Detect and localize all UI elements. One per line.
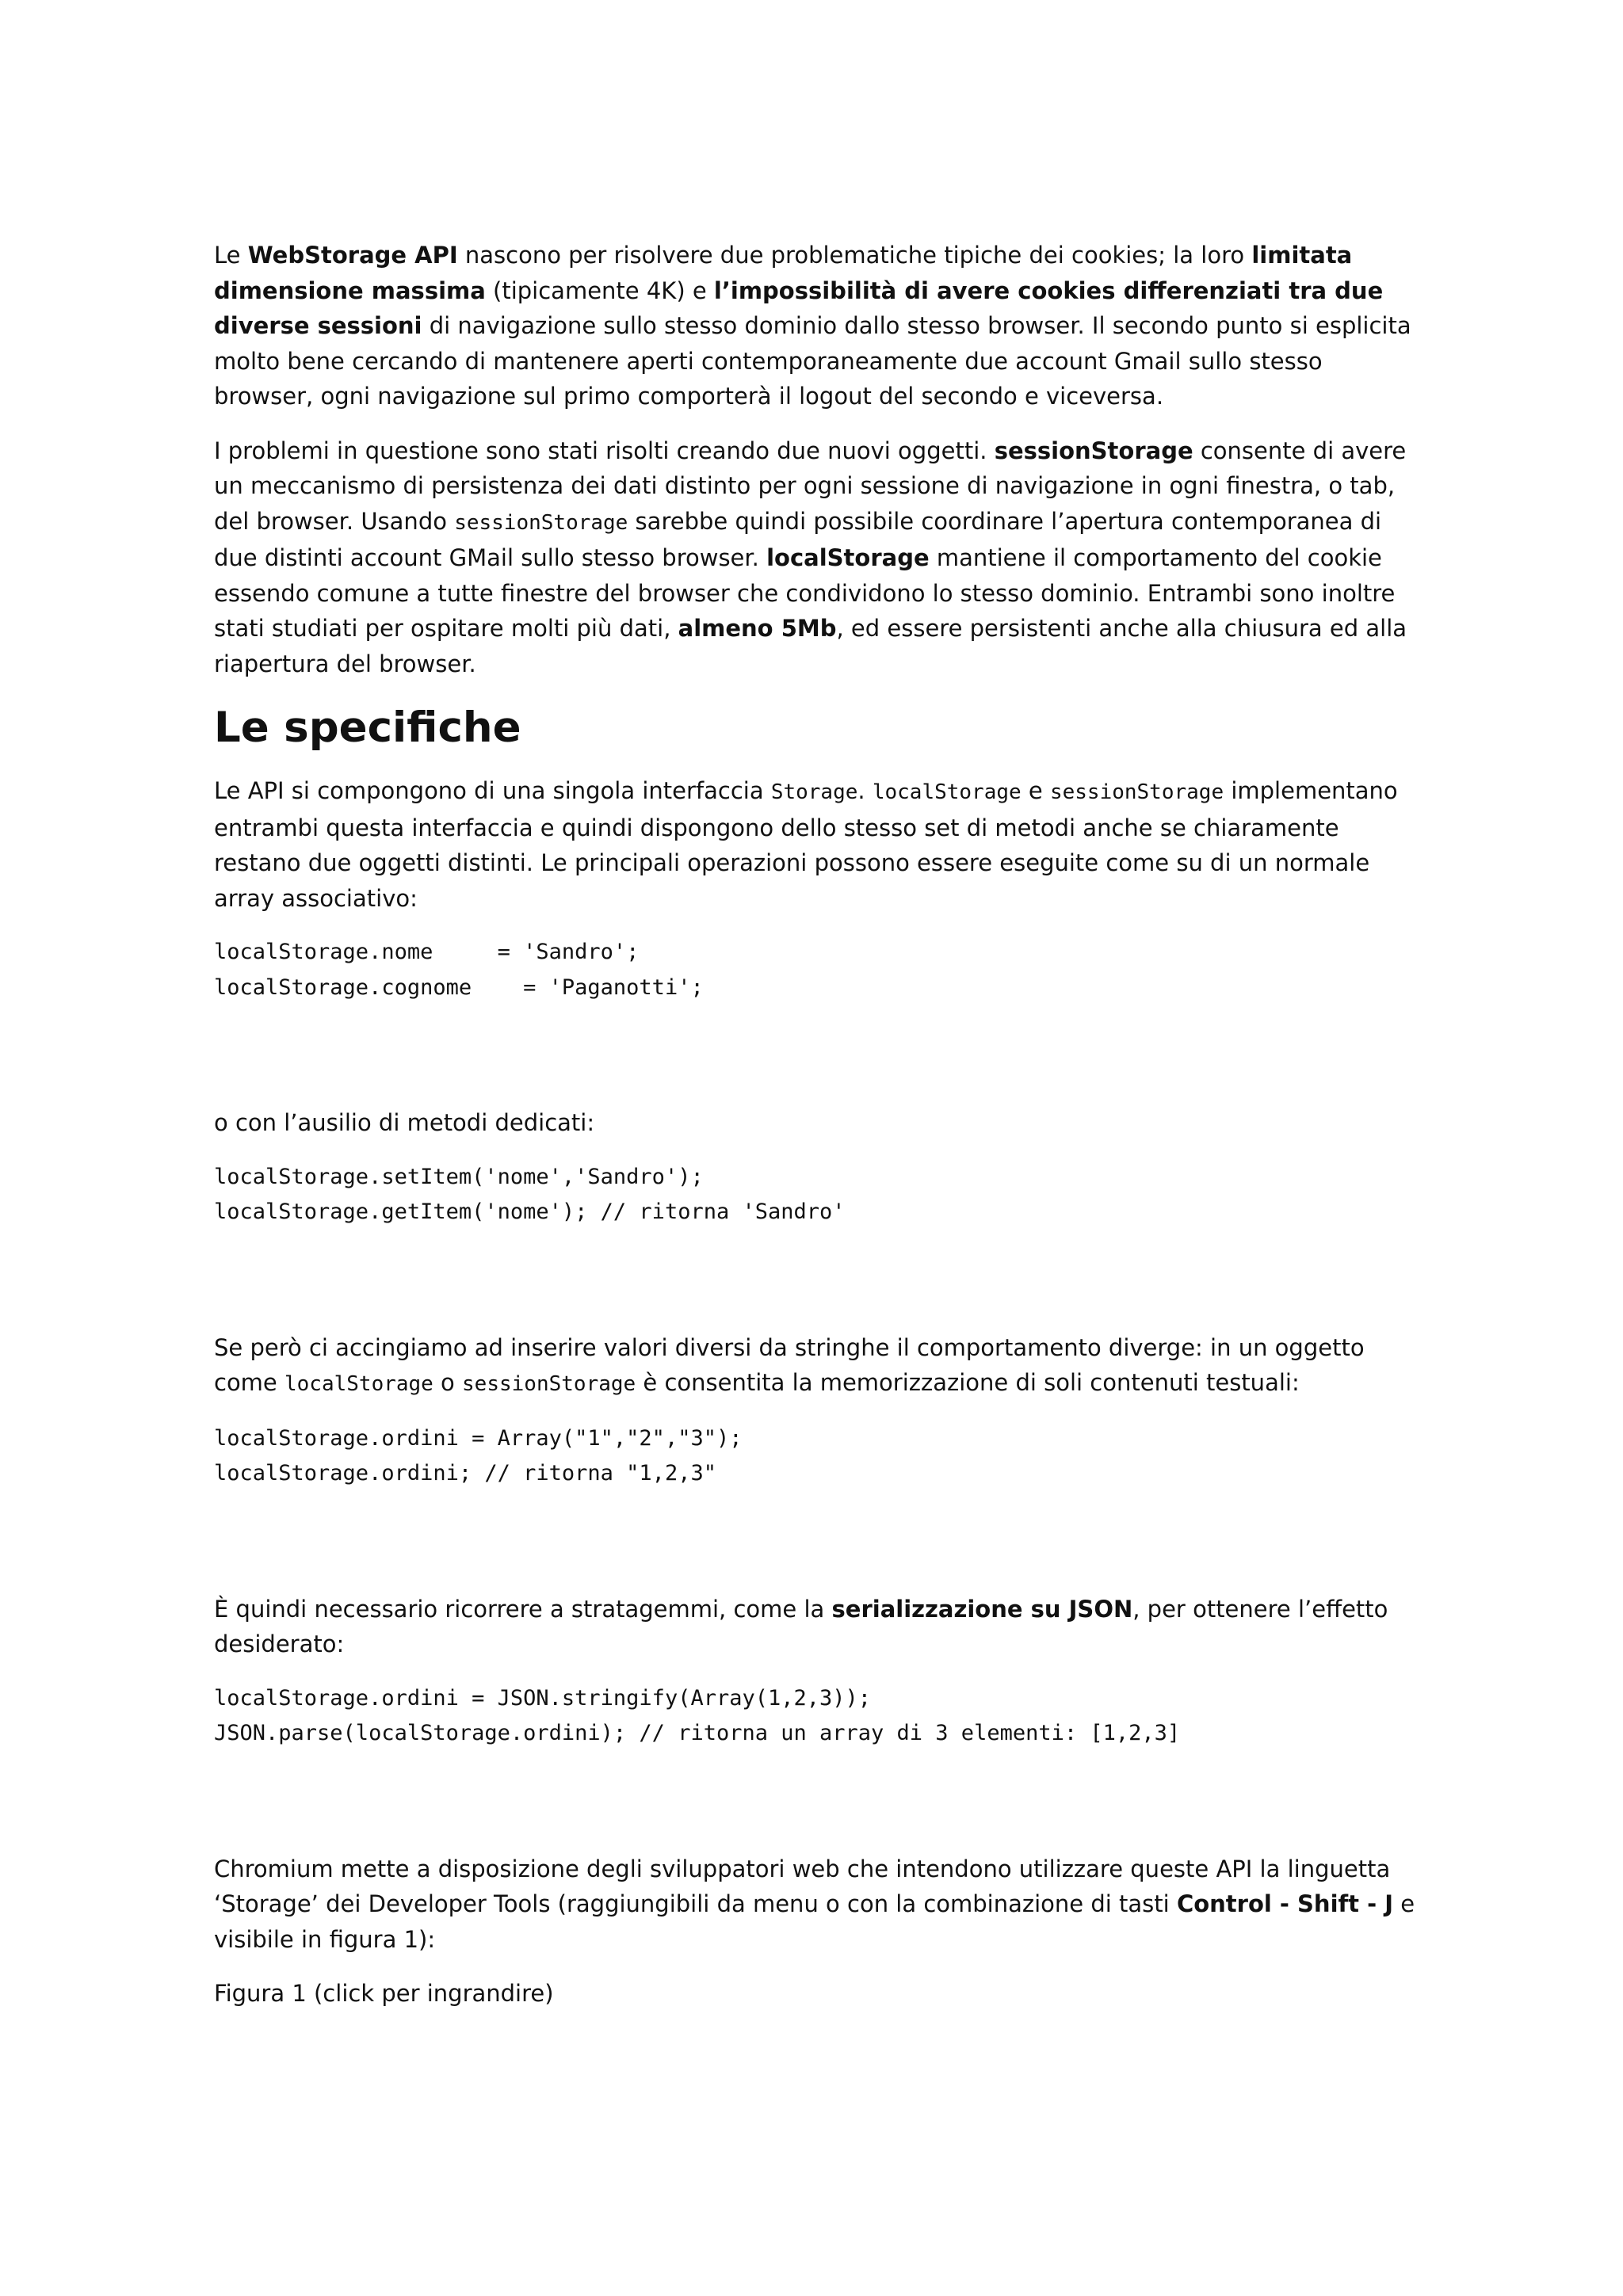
objects-paragraph xyxy=(214,433,1426,682)
inline-code-sessionstorage: sessionStorage xyxy=(1049,780,1224,804)
inline-code-sessionstorage: sessionStorage xyxy=(462,1372,636,1396)
article-body xyxy=(214,238,1426,2031)
intro-paragraph xyxy=(214,238,1426,414)
code-snippet: localStorage.ordini = Array("1","2","3"); localStorage.ordini; // ritorna "1,2,3" xyxy=(214,1425,743,1486)
text-run: di navigazione sullo stesso dominio dallo stesso browser. Il secondo punto si esplicita molto bene cercando di mantenere aperti contemporaneamente due account Gmail sullo stesso browser, ogni navigazione sul primo comporterà il logout del secondo e viceversa. xyxy=(214,312,1411,410)
text-run: consente di avere un meccanismo di persistenza dei dati distinto per ogni sessione di navigazione in ogni finestra, o tab, del browser. Usando xyxy=(214,437,1407,535)
text-run: Le API si compongono di una singola interfaccia xyxy=(214,777,771,804)
text-run: , per ottenere l’effetto desiderato: xyxy=(214,1595,1388,1657)
text-run: implementano entrambi questa interfaccia e quindi dispongono dello stesso set di metodi anche se chiaramente restano due oggetti distinti. Le principali operazioni possono essere eseguite come su di un normale array associativo: xyxy=(214,777,1398,912)
bold-term-limited-size: limitata dimensione massima xyxy=(214,242,1353,304)
bold-term-json-serialization: serializzazione su JSON xyxy=(831,1595,1133,1623)
bold-term-shortcut: Control - Shift - J xyxy=(1176,1890,1394,1917)
spec-paragraph xyxy=(214,773,1426,916)
code-snippet: localStorage.setItem('nome','Sandro'); localStorage.getItem('nome'); // ritorna 'Sandro' xyxy=(214,1164,846,1224)
methods-paragraph: o con l’ausilio di metodi dedicati: xyxy=(214,1109,595,1136)
text-run: , ed essere persistenti anche alla chiusura ed alla riapertura del browser. xyxy=(214,615,1407,677)
text-run: Le xyxy=(214,242,248,269)
bold-term-localstorage: localStorage xyxy=(766,544,930,571)
section-heading: Le specifiche xyxy=(214,704,521,752)
text-run: è consentita la memorizzazione di soli contenuti testuali: xyxy=(636,1369,1300,1396)
bold-term-sessionstorage: sessionStorage xyxy=(994,437,1193,464)
text-run: e visibile in figura 1): xyxy=(214,1890,1415,1953)
inline-code-localstorage: localStorage xyxy=(872,780,1022,804)
bold-term-session-issue: l’impossibilità di avere cookies differenziati tra due diverse sessioni xyxy=(214,277,1384,339)
text-run: È quindi necessario ricorrere a stratagemmi, come la xyxy=(214,1595,832,1623)
text-run: (tipicamente 4K) e xyxy=(485,277,714,304)
bold-term-5mb: almeno 5Mb xyxy=(678,615,837,642)
text-run: mantiene il comportamento del cookie essendo comune a tutte finestre del browser che condividono lo stesso dominio. Entrambi sono inoltre stati studiati per ospitare molti più dati, xyxy=(214,544,1396,642)
text-run: I problemi in questione sono stati risolti creando due nuovi oggetti. xyxy=(214,437,995,464)
text-run: nascono per risolvere due problematiche tipiche dei cookies; la loro xyxy=(457,242,1252,269)
text-run: o xyxy=(433,1369,463,1396)
text-run: sarebbe quindi possibile coordinare l’apertura contemporanea di due distinti account GMail sullo stesso browser. xyxy=(214,507,1382,571)
inline-code-storage: Storage xyxy=(770,780,858,804)
code-block-assignment xyxy=(214,935,1426,1005)
text-run: . xyxy=(857,777,873,804)
code-block-array xyxy=(214,1421,1426,1492)
inline-code-localstorage: localStorage xyxy=(285,1372,433,1396)
code-snippet: localStorage.ordini = JSON.stringify(Array(1,2,3)); JSON.parse(localStorage.ordini); // ritorna un array di 3 elementi: [1,2,3] xyxy=(214,1685,1181,1745)
text-run: Se però ci accingiamo ad inserire valori diversi da stringhe il comportamento diverge: in un oggetto come xyxy=(214,1333,1365,1396)
figure-caption: Figura 1 (click per ingrandire) xyxy=(214,1980,554,2007)
text-run: Chromium mette a disposizione degli sviluppatori web che intendono utilizzare queste API la linguetta ‘Storage’ dei Developer Tools (raggiungibili da menu o con la combinazione di tasti xyxy=(214,1855,1391,1917)
non-string-paragraph xyxy=(214,1330,1426,1402)
code-snippet: localStorage.nome = 'Sandro'; localStorage.cognome = 'Paganotti'; xyxy=(214,940,704,1000)
text-run: e xyxy=(1021,777,1050,804)
code-block-methods xyxy=(214,1160,1426,1230)
code-block-json xyxy=(214,1681,1426,1752)
bold-term-webstorage-api: WebStorage API xyxy=(247,242,458,269)
chromium-paragraph xyxy=(214,1852,1426,1958)
inline-code-sessionstorage: sessionStorage xyxy=(454,510,628,535)
json-paragraph xyxy=(214,1592,1426,1662)
